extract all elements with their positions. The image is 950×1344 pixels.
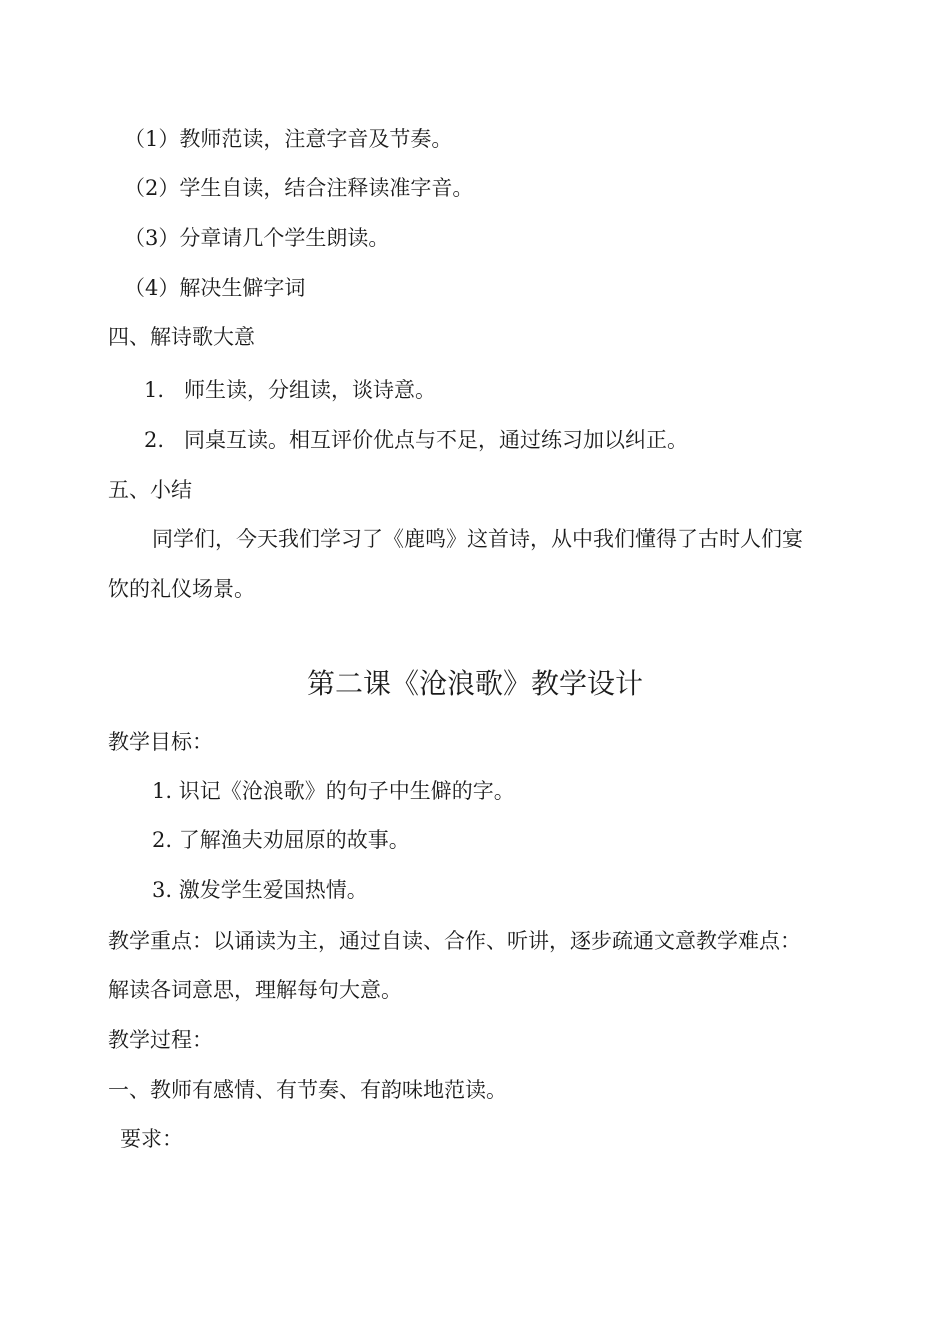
- lesson-title: 第二课《沧浪歌》教学设计: [306, 667, 643, 700]
- list-item-number: 2.: [144, 428, 165, 452]
- step-item-3: （3）分章请几个学生朗读。: [124, 226, 390, 250]
- section-heading-4: 四、解诗歌大意: [108, 325, 255, 349]
- section-heading-5: 五、小结: [108, 478, 192, 502]
- list-item-number: 1.: [144, 378, 165, 402]
- goal-item: 2. 了解渔夫劝屈原的故事。: [152, 828, 410, 852]
- summary-paragraph-line-1: 同学们，今天我们学习了《鹿鸣》这首诗，从中我们懂得了古时人们宴: [152, 527, 803, 551]
- step-item-4: （4）解决生僻字词: [124, 276, 306, 300]
- goals-heading: 教学目标：: [108, 730, 213, 754]
- list-item-text: 师生读，分组读，谈诗意。: [184, 378, 436, 402]
- goal-item: 3. 激发学生爱国热情。: [152, 878, 368, 902]
- requirement-label: 要求：: [120, 1127, 183, 1151]
- summary-paragraph-line-2: 饮的礼仪场景。: [108, 577, 255, 601]
- step-item-1: （1）教师范读，注意字音及节奏。: [124, 127, 453, 151]
- goal-item: 1. 识记《沧浪歌》的句子中生僻的字。: [152, 779, 515, 803]
- focus-line-1: 教学重点：以诵读为主，通过自读、合作、听讲，逐步疏通文意教学难点：: [108, 929, 801, 953]
- list-item-text: 同桌互读。相互评价优点与不足，通过练习加以纠正。: [184, 428, 688, 452]
- list-item: [144, 376, 436, 404]
- step-item-2: （2）学生自读，结合注释读准字音。: [124, 176, 474, 200]
- list-item: [144, 426, 688, 454]
- focus-line-2: 解读各词意思，理解每句大意。: [108, 978, 402, 1002]
- process-heading: 教学过程：: [108, 1028, 213, 1052]
- process-step-1: 一、教师有感情、有节奏、有韵味地范读。: [108, 1078, 507, 1102]
